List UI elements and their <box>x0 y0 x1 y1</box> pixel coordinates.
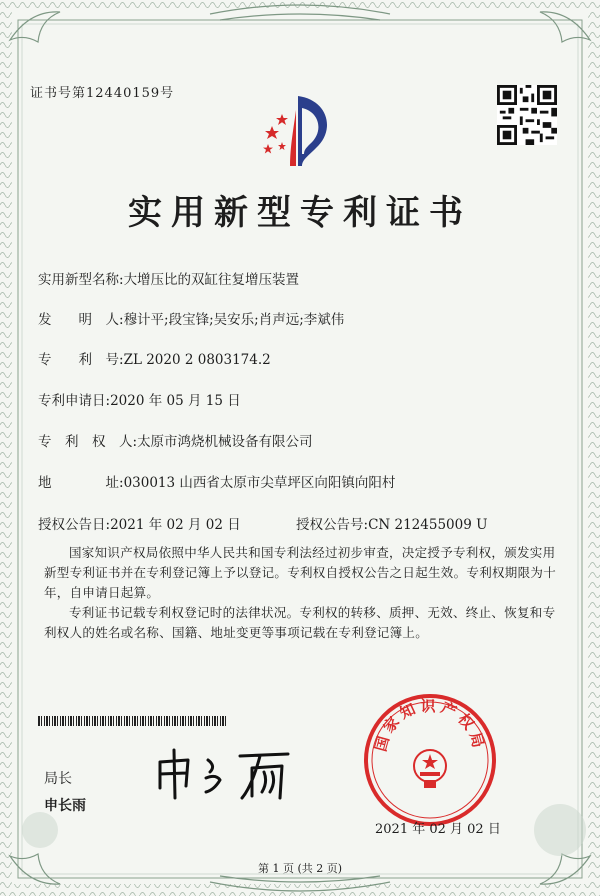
field-grant-number: 授权公告号:CN 212455009 U <box>296 517 488 533</box>
director-title: 局长 <box>44 771 72 787</box>
certificate-number: 证书号第12440159号 <box>30 86 175 101</box>
official-seal <box>360 690 500 830</box>
seal-date: 2021 年 02 月 02 日 <box>375 822 501 837</box>
director-name: 申长雨 <box>44 798 86 814</box>
field-address: 地 址:030013 山西省太原市尖草坪区向阳镇向阳村 <box>38 475 396 491</box>
barcode-icon <box>38 716 228 726</box>
field-grant-date: 授权公告日:2021 年 02 月 02 日 <box>38 517 241 533</box>
page-title: 实用新型专利证书 <box>128 193 472 233</box>
svg-text:国家知识产权局 <box>372 697 489 754</box>
field-patentee: 专 利 权 人:太原市鸿烧机械设备有限公司 <box>38 434 313 450</box>
field-application-date: 专利申请日:2020 年 05 月 15 日 <box>38 393 241 409</box>
field-inventors: 发 明 人:穆计平;段宝锋;吴安乐;肖声远;李斌伟 <box>38 312 345 328</box>
cnipa-logo-icon <box>258 90 344 168</box>
national-emblem-icon <box>414 750 446 788</box>
qr-code-icon <box>497 85 557 145</box>
field-utility-model-name: 实用新型名称:大增压比的双缸往复增压装置 <box>38 272 300 288</box>
page-number: 第 1 页 (共 2 页) <box>257 862 343 875</box>
field-patent-number: 专 利 号:ZL 2020 2 0803174.2 <box>38 352 271 368</box>
paragraph-grant-statement: 国家知识产权局依照中华人民共和国专利法经过初步审查，决定授予专利权，颁发实用新型专利证书并在专利登记簿上予以登记。专利权自授权公告之日起生效。专利权期限为十年，自申请日起算。 <box>44 545 557 600</box>
seal-text: 国家知识产权局 <box>371 696 489 754</box>
director-signature <box>148 742 298 802</box>
paragraph-legal-status: 专利证书记载专利权登记时的法律状况。专利权的转移、质押、无效、终止、恢复和专利权人的姓名或名称、国籍、地址变更等事项记载在专利登记簿上。 <box>44 605 556 640</box>
